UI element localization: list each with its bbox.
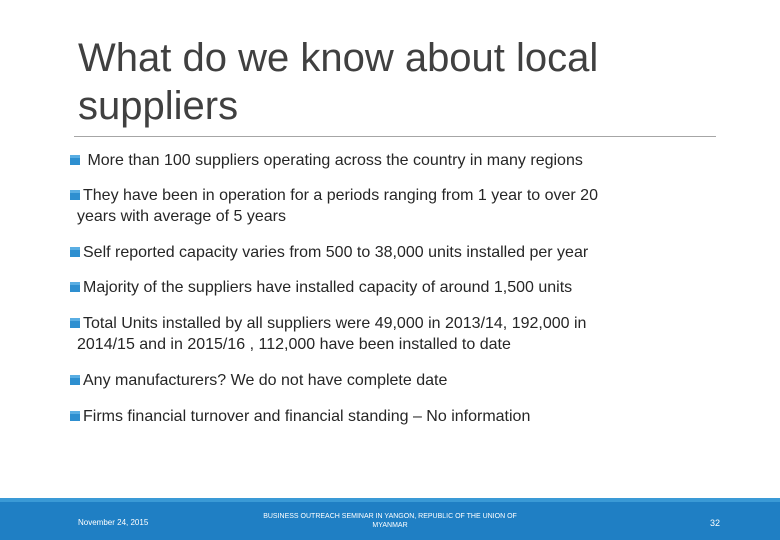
square-bullet-icon xyxy=(70,282,80,292)
bullet-item-3 xyxy=(70,242,710,263)
square-bullet-icon xyxy=(70,247,80,257)
footer-event-title xyxy=(250,512,530,530)
title-divider xyxy=(74,136,716,137)
bullet-item-6 xyxy=(70,370,710,391)
bullet-item-5 xyxy=(70,313,710,355)
bullet-text: Any manufacturers? We do not have complete date xyxy=(83,372,448,389)
slide-title: What do we know about local suppliers xyxy=(78,36,599,128)
bullet-text: They have been in operation for a periods ranging from 1 year to over 20 xyxy=(83,187,598,204)
square-bullet-icon xyxy=(70,155,80,165)
footer-bar-highlight xyxy=(0,498,780,502)
footer-event-line-1: BUSINESS OUTREACH SEMINAR IN YANGON, REPUBLIC OF THE UNION OF xyxy=(263,513,517,520)
bullet-text: Firms financial turnover and financial standing – No information xyxy=(83,408,531,425)
bullet-item-7 xyxy=(70,406,710,427)
footer-event-line-2: MYANMAR xyxy=(372,522,408,529)
bullet-text: More than 100 suppliers operating across the country in many regions xyxy=(87,152,583,169)
bullet-text: Self reported capacity varies from 500 to 38,000 units installed per year xyxy=(83,244,589,261)
bullet-item-2 xyxy=(70,185,710,227)
bullet-text: Majority of the suppliers have installed capacity of around 1,500 units xyxy=(83,279,573,296)
bullet-text-continued: years with average of 5 years xyxy=(77,208,286,225)
bullet-item-1 xyxy=(70,150,710,171)
square-bullet-icon xyxy=(70,190,80,200)
page-number: 32 xyxy=(709,518,720,528)
square-bullet-icon xyxy=(70,411,80,421)
bullet-text: Total Units installed by all suppliers were 49,000 in 2013/14, 192,000 in xyxy=(83,315,587,332)
bullet-text-continued: 2014/15 and in 2015/16 , 112,000 have been installed to date xyxy=(77,336,511,353)
footer-date: November 24, 2015 xyxy=(78,518,149,527)
bullet-item-4 xyxy=(70,277,710,298)
square-bullet-icon xyxy=(70,375,80,385)
square-bullet-icon xyxy=(70,318,80,328)
